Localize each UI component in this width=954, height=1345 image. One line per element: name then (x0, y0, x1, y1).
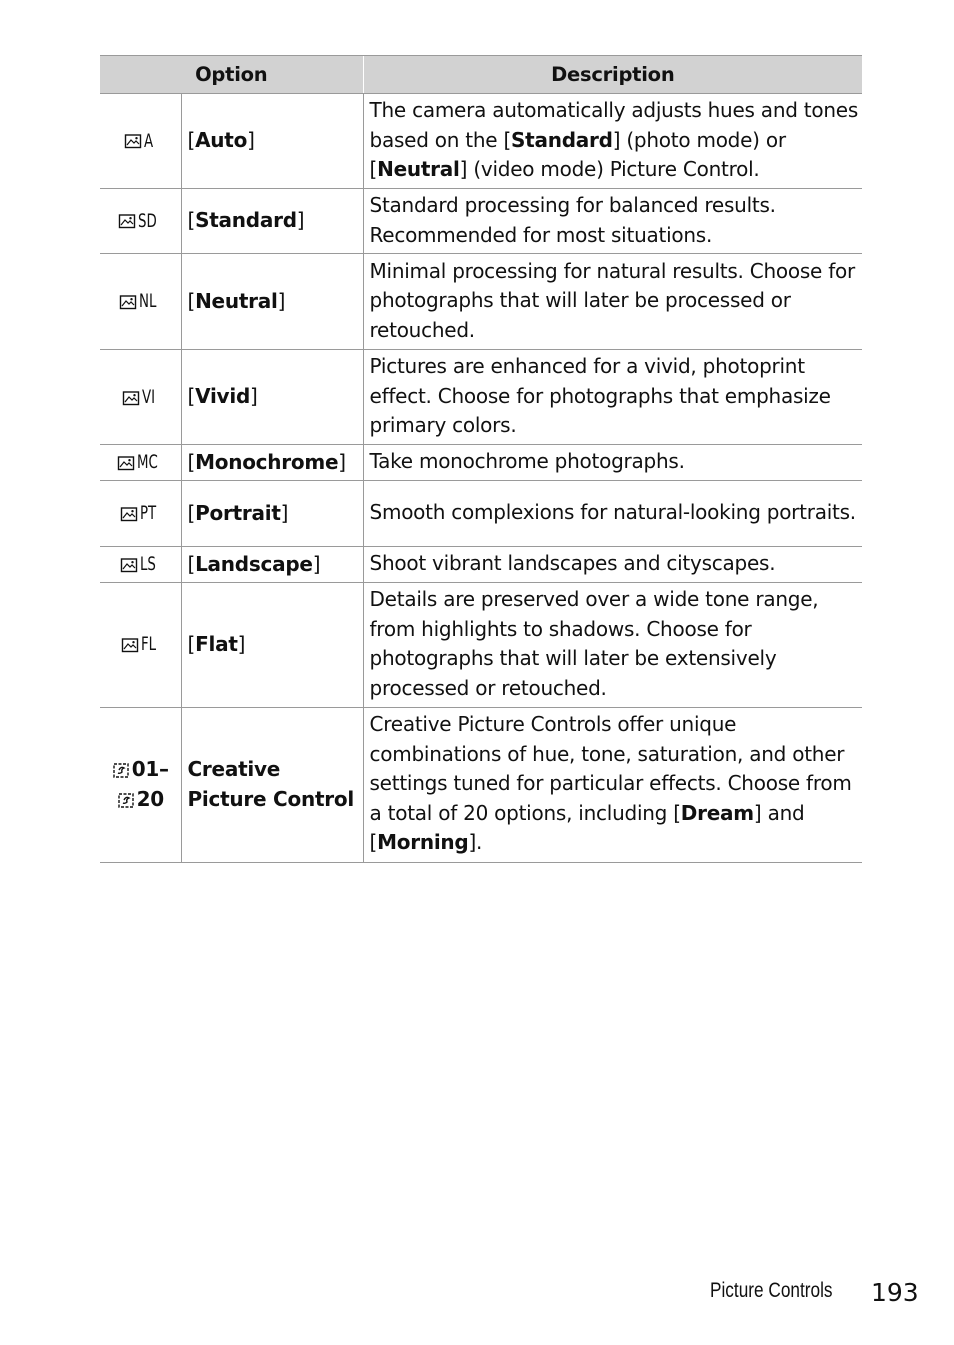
picture-control-code: MC (136, 451, 158, 474)
option-name: Auto (195, 128, 248, 153)
picture-control-code: NL (139, 290, 157, 313)
description-text: The camera automatically adjusts hues and tones based on the [ (369, 98, 859, 152)
table-header-row (100, 56, 862, 94)
picture-control-code: PT (139, 502, 157, 525)
description-bold-term: Morning (377, 830, 469, 855)
option-icon-cell (100, 707, 181, 862)
option-icon-cell (100, 481, 181, 547)
creative-range-number: 20 (136, 787, 164, 812)
footer-section-title: Picture Controls (710, 1279, 833, 1302)
option-name-cell (181, 445, 363, 481)
creative-range-line (102, 754, 179, 784)
option-name-cell (181, 547, 363, 583)
option-name: Picture Control (187, 786, 354, 811)
creative-symbol (117, 785, 164, 815)
table-row (100, 481, 862, 547)
description-text: Details are preserved over a wide tone range, from highlights to shadows. Choose for photographs that will later be extensively processed or retouched. (369, 587, 819, 700)
picture-control-icon (122, 389, 140, 407)
option-name: Creative (187, 756, 281, 781)
picture-control-code: A (144, 129, 154, 152)
picture-control-icon (120, 556, 138, 574)
option-icon-cell (100, 254, 181, 350)
option-icon-cell (100, 350, 181, 445)
description-bold-term: Standard (511, 127, 613, 152)
close-bracket: ] (296, 208, 305, 233)
picture-control-symbol (120, 550, 160, 580)
close-bracket: ] (237, 632, 246, 657)
description-text: Minimal processing for natural results. Choose for photographs that will later be processed or retouched. (369, 258, 855, 342)
table-row (100, 350, 862, 445)
close-bracket: ] (280, 500, 289, 525)
picture-control-symbol (124, 127, 156, 157)
table-row (100, 547, 862, 583)
description-bold-term: Dream (680, 800, 754, 825)
close-bracket: ] (338, 449, 346, 474)
picture-control-icon (118, 212, 136, 230)
description-cell (363, 445, 862, 481)
option-name-line (188, 755, 357, 785)
description-cell (363, 707, 862, 862)
option-icon-cell (100, 583, 181, 707)
picture-control-symbol (122, 383, 159, 413)
description-text: ] (video mode) Picture Control. (459, 157, 760, 182)
picture-control-icon (119, 293, 137, 311)
picture-control-icon (117, 454, 135, 472)
picture-control-symbol (121, 630, 160, 660)
option-name-line (188, 785, 357, 815)
creative-picture-control-icon (112, 761, 130, 779)
open-bracket: [ (187, 449, 196, 474)
table-row (100, 583, 862, 707)
description-cell (363, 189, 862, 254)
description-text: Shoot vibrant landscapes and cityscapes. (369, 551, 776, 576)
option-name-cell (181, 189, 363, 254)
page-number: 193 (871, 1278, 919, 1307)
option-name-cell (181, 707, 363, 862)
picture-control-symbol (118, 207, 162, 237)
option-name: Monochrome (195, 449, 339, 474)
description-text: Standard processing for balanced results. Recommended for most situations. (369, 193, 776, 247)
picture-control-symbol (117, 448, 164, 478)
creative-picture-control-icon (117, 791, 135, 809)
open-bracket: [ (187, 500, 196, 525)
close-bracket: ] (247, 128, 255, 153)
picture-control-icon (121, 636, 139, 654)
picture-control-symbol (120, 499, 161, 529)
creative-symbol (112, 755, 169, 785)
open-bracket: [ (187, 288, 196, 313)
option-name-cell (181, 254, 363, 350)
open-bracket: [ (187, 551, 196, 576)
picture-control-icon (124, 132, 142, 150)
option-name: Flat (195, 632, 238, 657)
description-text: Creative Picture Controls offer unique combinations of hue, tone, saturation, and other settings tuned for particular effects. Choose from a total of 20 options, including [ (369, 712, 852, 825)
picture-control-code: LS (140, 553, 156, 576)
creative-range-number: 01– (131, 756, 169, 781)
description-bold-term: Neutral (377, 157, 460, 182)
table-row (100, 189, 862, 254)
option-name: Neutral (195, 288, 278, 313)
table-row (100, 445, 862, 481)
option-name-cell (181, 350, 363, 445)
description-cell (363, 583, 862, 707)
option-icon-cell (100, 445, 181, 481)
option-name: Vivid (195, 384, 251, 409)
description-text: ] and [ (369, 800, 805, 855)
picture-control-symbol (119, 287, 161, 317)
option-name-cell (181, 481, 363, 547)
header-description: Description (363, 56, 862, 94)
option-name-cell (181, 583, 363, 707)
description-text: ]. (468, 830, 483, 855)
picture-control-icon (120, 505, 138, 523)
picture-control-code: SD (138, 209, 157, 232)
open-bracket: [ (187, 128, 196, 153)
option-name-cell (181, 94, 363, 189)
option-icon-cell (100, 94, 181, 189)
creative-range-line (102, 785, 179, 815)
option-name: Landscape (195, 551, 313, 576)
close-bracket: ] (277, 288, 286, 313)
option-name: Standard (195, 208, 297, 233)
description-cell (363, 350, 862, 445)
picture-control-code: VI (141, 385, 155, 408)
description-cell (363, 547, 862, 583)
description-text: ] (photo mode) or [ (369, 127, 786, 182)
option-icon-cell (100, 547, 181, 583)
close-bracket: ] (250, 384, 258, 409)
description-text: Pictures are enhanced for a vivid, photoprint effect. Choose for photographs that emphasize primary colors. (369, 354, 831, 438)
option-name: Portrait (195, 500, 281, 525)
description-cell (363, 254, 862, 350)
open-bracket: [ (187, 384, 196, 409)
description-text: Take monochrome photographs. (369, 449, 685, 474)
picture-control-code: FL (140, 633, 156, 656)
open-bracket: [ (187, 632, 196, 657)
close-bracket: ] (312, 551, 321, 576)
description-cell (363, 481, 862, 547)
table-row (100, 254, 862, 350)
picture-control-table (100, 55, 862, 863)
table-row (100, 94, 862, 189)
open-bracket: [ (187, 208, 196, 233)
description-text: Smooth complexions for natural-looking portraits. (369, 500, 856, 525)
description-cell (363, 94, 862, 189)
table-row-creative (100, 707, 862, 862)
option-icon-cell (100, 189, 181, 254)
header-option: Option (100, 56, 363, 94)
